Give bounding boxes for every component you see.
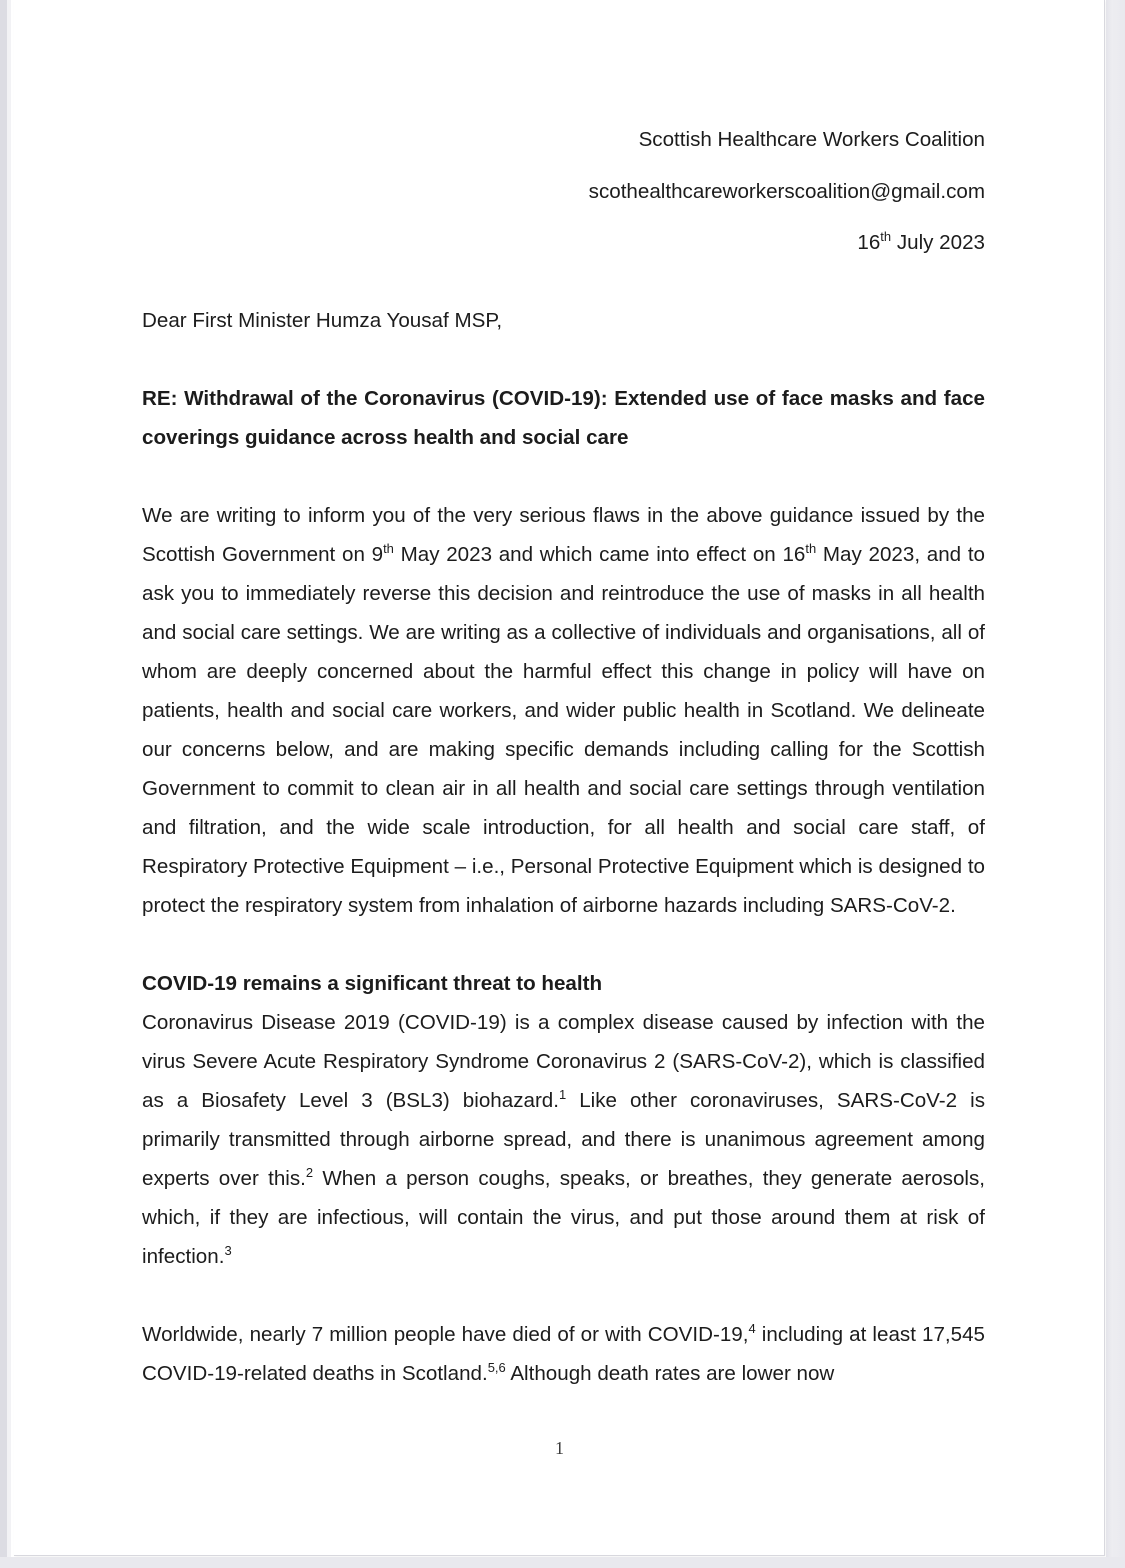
page-right-shadow (1106, 0, 1125, 1568)
spacer-before-heading (142, 925, 985, 964)
citation-5-6: 5,6 (487, 1360, 506, 1376)
paragraph-intro-seg-1: We are writing to inform you of the very serious flaws in the above guidance issued by the Scottish Government on 9 (142, 504, 985, 566)
letterhead-email: scothealthcareworkerscoalition@gmail.com (588, 179, 985, 203)
paragraph-covid-seg-2: Like other coronaviruses, SARS-CoV-2 is primarily transmitted through airborne spread, and there is unanimous agreement among experts over this. (142, 1089, 985, 1190)
document-page (14, 0, 1105, 1556)
letterhead-organisation: Scottish Healthcare Workers Coalition (638, 128, 985, 151)
paragraph-intro-seg-3: May 2023, and to ask you to immediately reverse this decision and reintroduce the use of masks in all health and social care settings. We are writing as a collective of individuals and organisations, all of whom are deeply concerned about the harmful effect this change in policy will have on patients, health and social care workers, and wider public health in Scotland. We delineate our concerns below, and are making specific demands including calling for the Scottish Government to commit to clean air in all health and social care settings through ventilation and filtration, and the wide scale introduction, for all health and social care staff, of Respiratory Protective Equipment – i.e., Personal Protective Equipment which is designed to protect the respiratory system from inhalation of airborne hazards including SARS-CoV-2. (142, 543, 985, 917)
spacer-after-letterhead (142, 262, 985, 301)
letterhead-date-rest: July 2023 (891, 231, 985, 254)
paragraph-covid-seg-3: When a person coughs, speaks, or breathes, they generate aerosols, which, if they are infectious, will contain the virus, and put those around them at risk of infection. (142, 1167, 985, 1268)
citation-2: 2 (305, 1165, 314, 1181)
ordinal-9th: th (383, 541, 394, 557)
ordinal-16th: th (805, 541, 817, 557)
section-heading-covid-threat: COVID-19 remains a significant threat to health (142, 972, 603, 995)
paragraph-intro-seg-2: May 2023 and which came into effect on 16 (393, 543, 806, 566)
paragraph-deaths-seg-3: Although death rates are lower now (505, 1362, 835, 1385)
citation-4: 4 (748, 1321, 756, 1337)
letterhead-date-ordinal: th (880, 229, 892, 245)
paragraph-death-statistics (142, 1315, 985, 1393)
citation-1: 1 (558, 1087, 567, 1103)
paragraph-covid-seg-1: Coronavirus Disease 2019 (COVID-19) is a complex disease caused by infection with the virus Severe Acute Respiratory Syndrome Coronavirus 2 (SARS-CoV-2), which is classified as a Biosafety Level 3 (BSL3) biohazard. (142, 1011, 985, 1112)
letter-body (142, 120, 985, 1393)
page-bottom-shadow (0, 1557, 1125, 1568)
page-number: 1 (555, 1438, 564, 1458)
salutation: Dear First Minister Humza Yousaf MSP, (142, 309, 503, 332)
paragraph-deaths-seg-1: Worldwide, nearly 7 million people have died of or with COVID-19, (142, 1323, 749, 1346)
subject-line: RE: Withdrawal of the Coronavirus (COVID-19): Extended use of face masks and face coverings guidance across health and social care (142, 387, 985, 449)
paragraph-covid-description (142, 1003, 985, 1276)
paragraph-intro (142, 496, 985, 925)
paragraph-deaths-seg-2: including at least 17,545 COVID-19-related deaths in Scotland. (142, 1323, 985, 1385)
spacer-after-salutation (142, 340, 985, 379)
citation-3: 3 (224, 1243, 232, 1259)
letterhead-date-day: 16 (857, 231, 881, 254)
spacer-after-subject (142, 457, 985, 496)
letterhead-date (142, 223, 985, 262)
spacer-before-deaths-paragraph (142, 1276, 985, 1315)
